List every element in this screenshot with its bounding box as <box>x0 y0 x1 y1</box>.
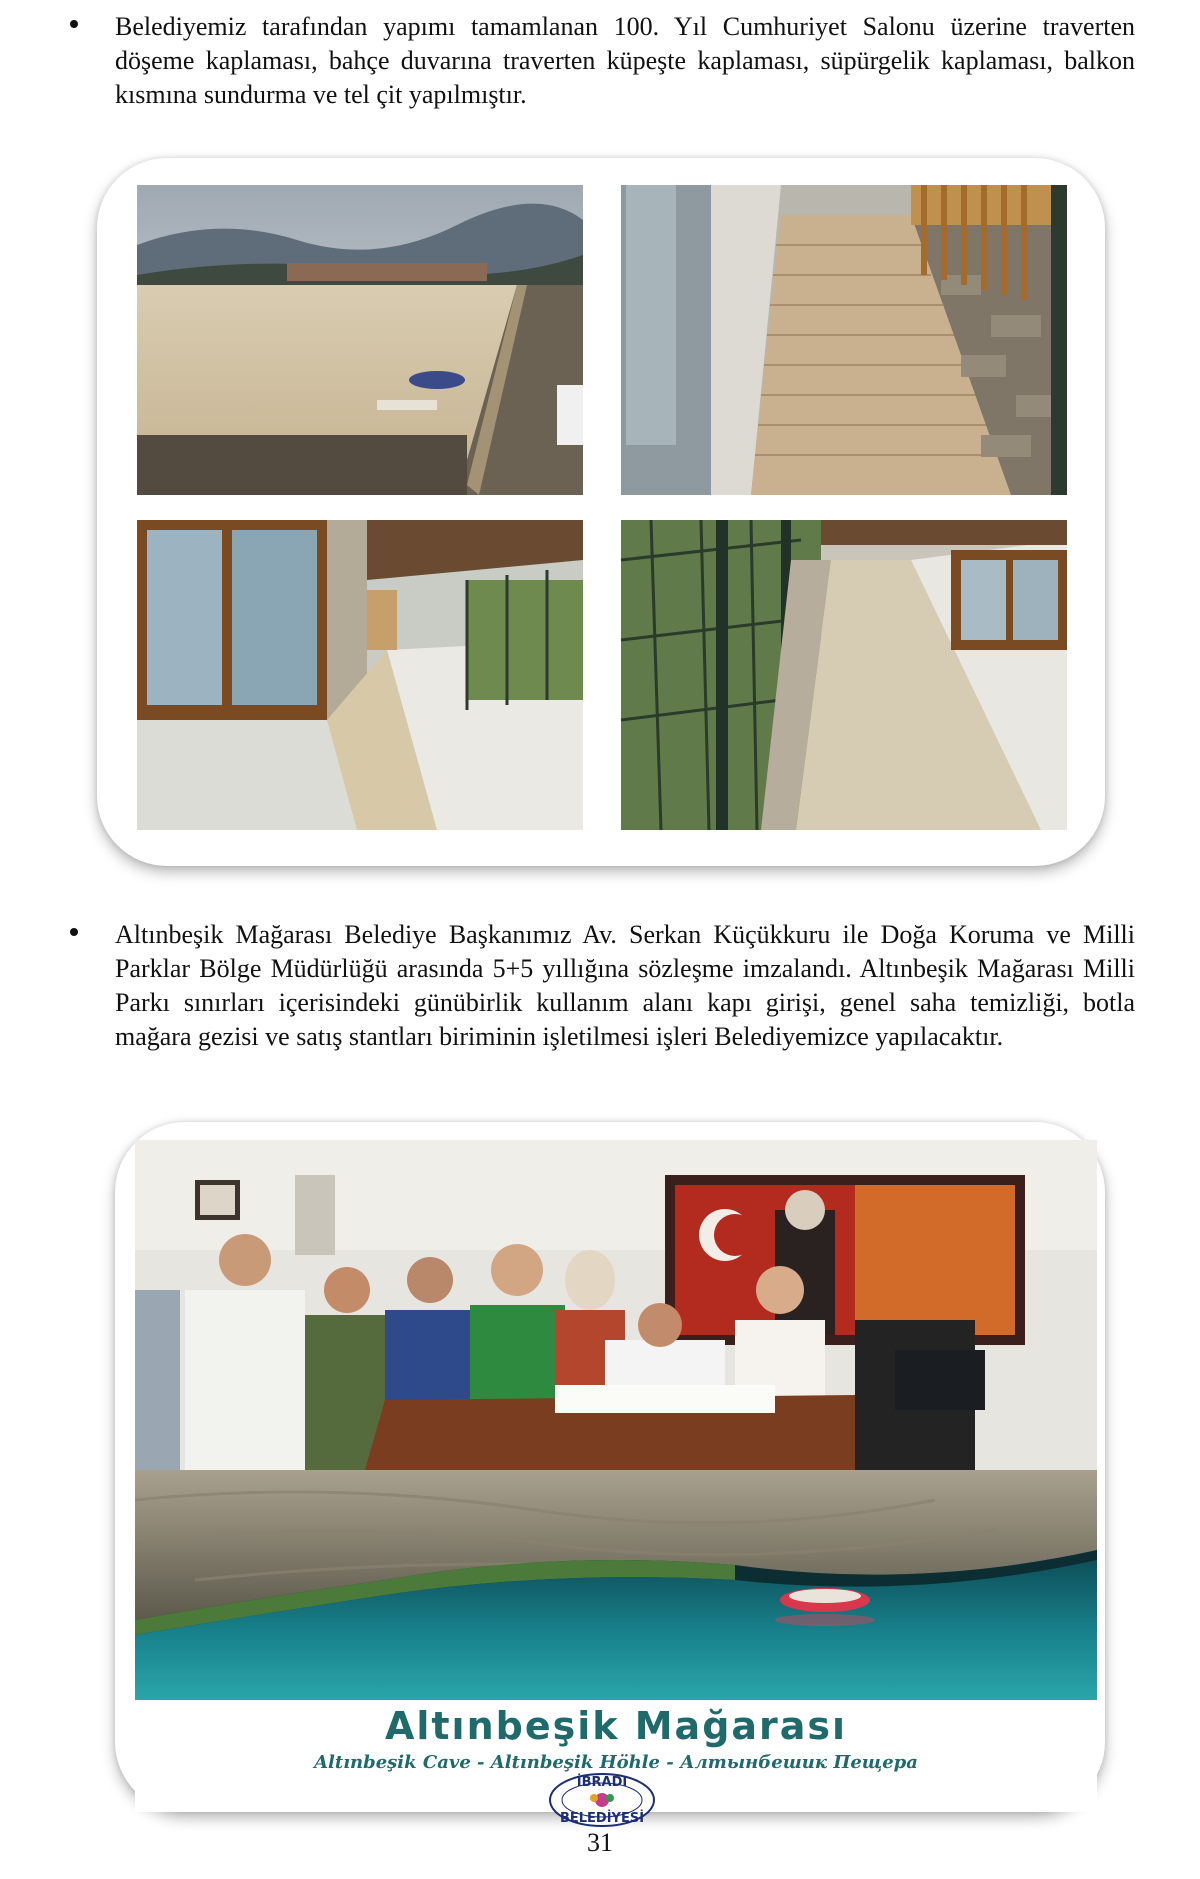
bullet-icon <box>70 928 78 936</box>
photo-collage-frame-2 <box>115 1122 1105 1826</box>
page-number: 31 <box>587 1828 613 1857</box>
bullet-paragraph-2 <box>70 918 1135 1054</box>
municipality-seal <box>547 1772 657 1828</box>
bullet-paragraph-1 <box>70 10 1135 112</box>
poster-subtitle: Altınbeşik Cave - Altınbeşik Höhle - Алтынбешик Пещера <box>314 1752 918 1773</box>
seal-top-text: İBRADI <box>576 1775 628 1790</box>
photo-staircase <box>621 185 1067 495</box>
photo-cave-lake <box>135 1470 1097 1700</box>
photo-signing-ceremony <box>135 1140 1097 1470</box>
photo-rooftop-travertine <box>137 185 583 495</box>
bullet-icon <box>70 20 78 28</box>
photo-balcony-left <box>137 520 583 830</box>
seal-bottom-text: BELEDİYESİ <box>559 1811 645 1826</box>
photo-balcony-right <box>621 520 1067 830</box>
bullet-text-1: Belediyemiz tarafından yapımı tamamlanan 100. Yıl Cumhuriyet Salonu üzerine traverten döşeme kaplaması, bahçe duvarına traverten küpeşte kaplaması, süpürgelik kaplaması, balkon kısmına sundurma ve tel çit yapılmıştır. <box>115 12 1135 109</box>
bullet-text-2: Altınbeşik Mağarası Belediye Başkanımız Av. Serkan Küçükkuru ile Doğa Koruma ve Milli Parklar Bölge Müdürlüğü arasında 5+5 yıllığına sözleşme imzalandı. Altınbeşik Mağarası Milli Parkı sınırları içerisindeki günübirlik kullanım alanı kapı girişi, genel saha temizliği, botla mağara gezisi ve satış stantları biriminin işletilmesi işleri Belediyemizce yapılacaktır. <box>115 920 1135 1051</box>
poster-title: Altınbeşik Mağarası <box>384 1704 848 1748</box>
photo-collage-frame-1 <box>97 158 1105 866</box>
